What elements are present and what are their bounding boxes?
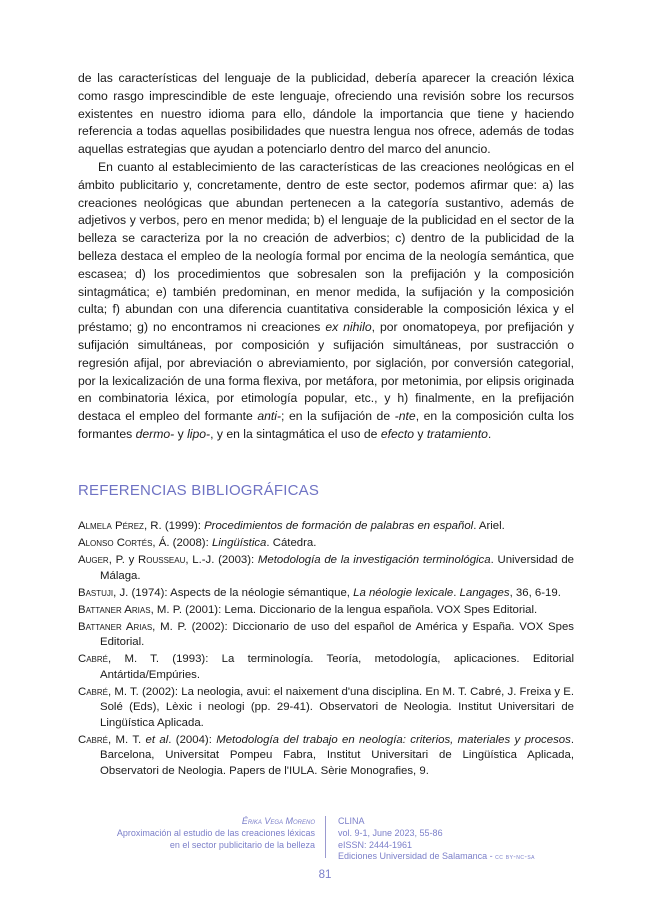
section-heading: REFERENCIAS BIBLIOGRÁFICAS [78, 482, 320, 499]
reference-author: Almela Pérez [78, 520, 144, 532]
reference-item [78, 586, 574, 602]
reference-author: Battaner Arias [78, 620, 153, 633]
reference-title: Metodología del trabajo en neología: criterios, materiales y procesos [216, 733, 571, 746]
reference-title: Lingüística [211, 536, 267, 549]
reference-text: , M. T. [108, 733, 146, 746]
footer-title-line: en el sector publicitario de la belleza [169, 839, 315, 850]
reference-text: , R. (1999): [143, 520, 205, 532]
reference-text: . Barcelona, Universitat Pompeu Fabra, Institut Universitari de Lingüística Aplicada, Observatori de Neologia. Papers de l'IULA. Sèrie Monografies, 9. [100, 733, 574, 778]
page-number: 81 [318, 869, 332, 881]
reference-text: , J. (1974): Aspects de la néologie sémantique, [113, 586, 354, 599]
body-text [78, 70, 574, 444]
reference-journal: Langages [459, 586, 510, 599]
text-run: y [174, 426, 188, 441]
reference-item [78, 536, 574, 552]
footer-volume: vol. 9-1, June 2023, 55-86 [338, 827, 443, 838]
text-run: y [414, 426, 427, 441]
reference-text: , Á. (2008): [152, 536, 212, 549]
reference-text: , M. P. (2001): Lema. Diccionario de la lengua española. VOX Spes Editorial. [150, 603, 538, 616]
reference-author: Rousseau [138, 553, 186, 566]
reference-author: Cabré [78, 733, 109, 746]
text-run: , por onomatopeya, por prefijación y sufijación simultáneas, por composición y sufijación simultáneas, por sustracción o regresión afijal, por abreviación o abreviamiento, por siglación, por conversión categorial, por la lexicalización de una forma flexiva, por metáfora, por metonimia, por elipsis originada en combinatoria léxica, por etimología popular, etc., y h) finalmente, en la prefijación destaca el empleo del formante [78, 320, 575, 424]
italic-term: tratamiento [426, 426, 488, 441]
reference-text: , M. T. (1993): La terminología. Teoría, metodología, aplicaciones. Editorial Antártida/Empúries. [100, 653, 574, 681]
text-run: , y en la sintagmática el uso de [210, 426, 381, 441]
reference-text: . [453, 586, 460, 599]
text-run: En cuanto al establecimiento de las características de las creaciones neológicas en el ámbito publicitario y, concretamente, dentro de este sector, podemos afirmar que: a) las creaciones neológicas que abundan pertenecen a la categoría sustantivo, además de adjetivos y verbos, pero en menor medida; b) el lenguaje de la publicidad en el sector de la belleza se caracteriza por la no creación de adverbios; c) dentro de la publicidad de la belleza destaca el empleo de la neología formal por encima de la neología semántica, que escasea; d) los procedimientos que sobresalen son la prefijación y la composición sintagmática; e) también predominan, en menor medida, la sufijación y la composición culta; f) abundan con una diferencia cuantitativa considerable la composición léxica y el préstamo; g) no encontramos ni creaciones [78, 159, 574, 335]
reference-item [78, 685, 574, 732]
reference-text: . (2004): [168, 733, 217, 746]
reference-author: Bastuji [78, 586, 114, 599]
reference-author: Battaner Arias [78, 603, 151, 616]
footer-divider [325, 816, 326, 858]
italic-term: dermo- [135, 426, 175, 441]
reference-item [78, 603, 574, 619]
reference-title: Procedimientos de formación de palabras en español [204, 520, 474, 532]
reference-title: La néologie lexicale [353, 586, 454, 599]
footer-eissn: eISSN: 2444-1961 [338, 839, 413, 850]
italic-term: -nte [394, 409, 416, 424]
reference-text: , 36, 6-19. [509, 586, 561, 599]
reference-item [78, 620, 574, 651]
reference-item [78, 553, 574, 584]
reference-item [78, 519, 574, 535]
reference-item [78, 733, 574, 780]
reference-author: Cabré [78, 685, 109, 698]
reference-etal: et al [145, 733, 169, 746]
reference-author: Cabré [78, 653, 109, 666]
reference-author: Auger [78, 553, 109, 566]
text-run: ; en la sufijación de [281, 409, 395, 424]
reference-text: . Universidad de Málaga. [100, 553, 574, 582]
footer-article-info [117, 816, 315, 851]
footer-author: Érika Vega Moreno [241, 816, 315, 826]
footer-license: cc by-nc-sa [495, 854, 535, 862]
text-run: . [487, 426, 492, 441]
reference-item [78, 652, 574, 683]
reference-text: , M. T. (2002): La neologia, avui: el naixement d'una disciplina. En M. T. Cabré, J. Freixa y E. Solé (Eds), Lèxic i neologi (pp. 29-41). Observatori de Neologia. Institut Universitari de Lingüística Aplicada. [100, 685, 574, 729]
paragraph-1: de las características del lenguaje de la publicidad, debería aparecer la creación léxica como rasgo imprescindible de este lenguaje, ofreciendo una revisión sobre los recursos existentes en nuestro idioma para ello, dándole la importancia que tiene y haciendo referencia a todas aquellas posibilidades que nuestra lengua nos ofrece, además de todas aquellas estrategias que ayudan a potenciarlo dentro del marco del anuncio. [78, 71, 574, 157]
reference-text: . Cátedra. [266, 536, 317, 549]
italic-term: efecto [380, 426, 415, 441]
footer-publisher: Ediciones Universidad de Salamanca - [338, 851, 496, 862]
reference-text: , L.-J. (2003): [185, 553, 258, 566]
reference-text: . Ariel. [473, 520, 505, 532]
paragraph-2 [78, 159, 574, 444]
italic-term: anti- [257, 409, 282, 424]
italic-term: lipo- [187, 426, 211, 441]
text-run: , en la composición culta los formantes [78, 409, 574, 441]
reference-list [78, 519, 574, 781]
italic-term: ex nihilo [325, 320, 372, 335]
footer-journal: CLINA [338, 816, 365, 826]
footer-title-line: Aproximación al estudio de las creaciones léxicas [116, 827, 315, 838]
reference-title: Metodología de la investigación terminológica [257, 553, 491, 566]
reference-author: Alonso Cortés [78, 536, 153, 549]
reference-text: , P. y [108, 553, 139, 566]
reference-text: , M. P. (2002): Diccionario de uso del español de América y España. VOX Spes Editorial. [100, 620, 574, 649]
footer-journal-info [338, 816, 535, 864]
